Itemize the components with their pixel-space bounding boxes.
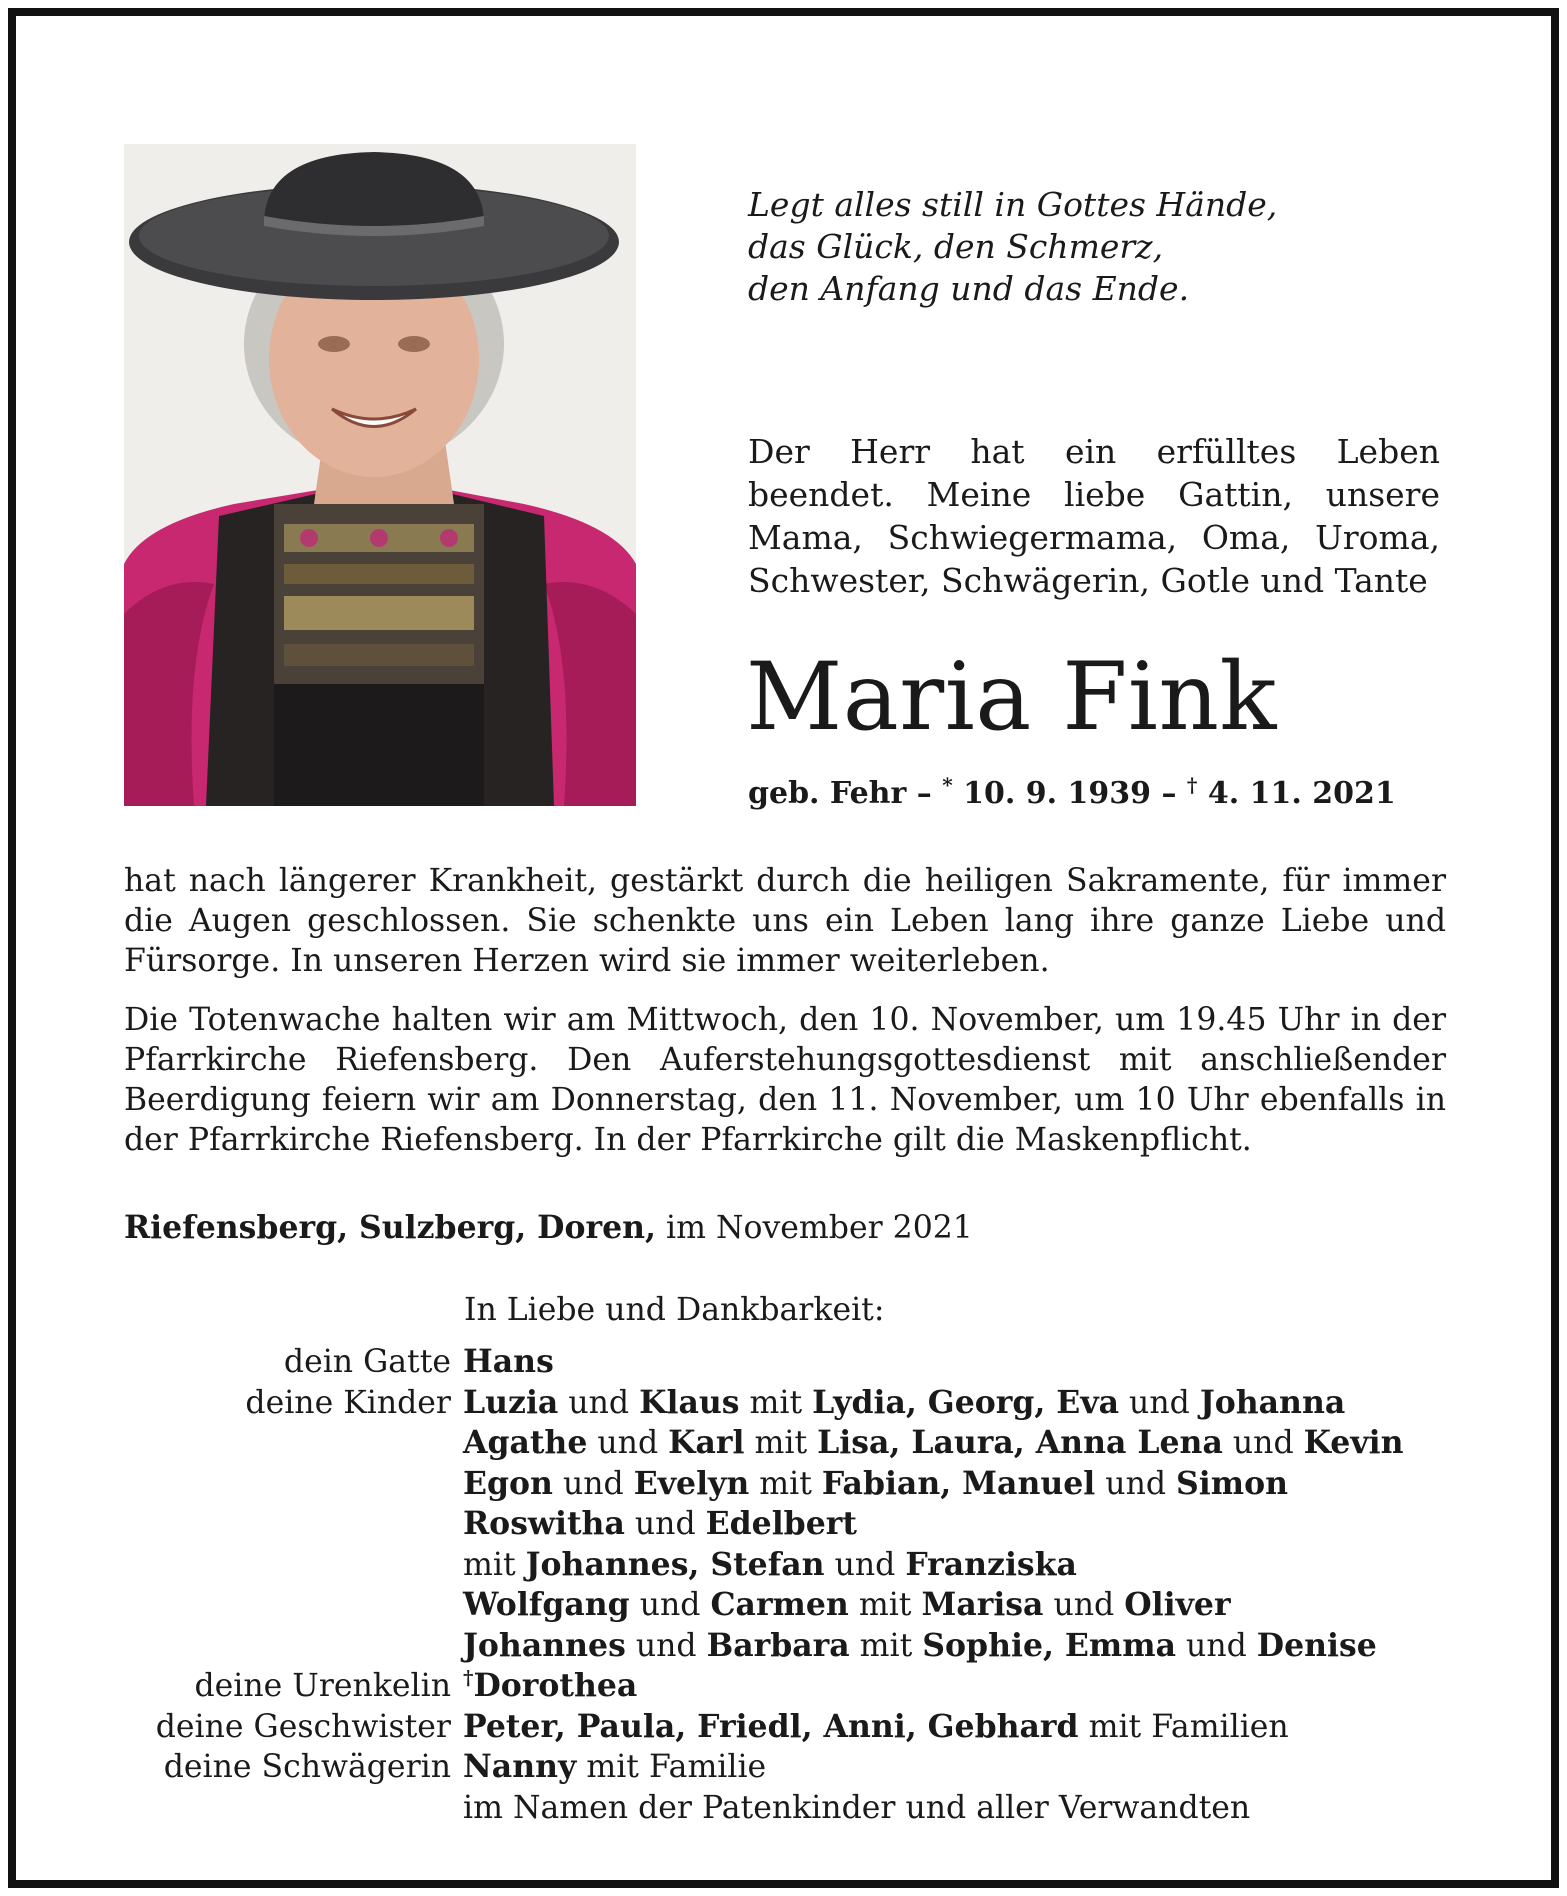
family-connector-text: mit bbox=[463, 1546, 526, 1583]
family-relation-label bbox=[124, 1504, 463, 1545]
family-members bbox=[463, 1464, 1464, 1505]
family-connector-text: mit Familien bbox=[1078, 1708, 1289, 1745]
family-list bbox=[124, 1342, 1464, 1828]
family-member-name: Evelyn bbox=[633, 1464, 750, 1502]
family-relation-label: deine Schwägerin bbox=[163, 1749, 451, 1785]
family-row bbox=[124, 1342, 1464, 1383]
family-members bbox=[463, 1585, 1464, 1626]
funeral-details-paragraph: Die Totenwache halten wir am Mittwoch, den 10. November, um 19.45 Uhr in der Pfarrkirche Riefensberg. Den Auferstehungsgottesdienst mit anschließender Beerdigung feiern wir am Donnerstag, den 11. November, um 10 Uhr ebenfalls in der Pfarrkirche Riefensberg. In der Pfarrkirche gilt die Maskenpflicht. bbox=[124, 1002, 1446, 1158]
family-connector-text: mit bbox=[849, 1627, 923, 1664]
family-members bbox=[463, 1747, 1464, 1788]
family-member-name: Johannes, Stefan bbox=[525, 1545, 825, 1583]
family-member-name: Nanny bbox=[463, 1748, 577, 1785]
family-relation-label bbox=[124, 1545, 463, 1586]
family-connector-text: und bbox=[558, 1384, 640, 1421]
family-member-name: Lydia, Georg, Eva bbox=[812, 1383, 1120, 1421]
family-connector-text: mit Familie bbox=[576, 1749, 767, 1785]
family-row bbox=[124, 1666, 1464, 1707]
family-relation-label bbox=[124, 1585, 463, 1626]
family-member-name: Marisa bbox=[921, 1586, 1044, 1623]
family-member-name: Klaus bbox=[639, 1383, 740, 1421]
family-connector-text: mit bbox=[744, 1425, 818, 1461]
family-member-name: Fabian, Manuel bbox=[821, 1464, 1096, 1502]
family-row bbox=[124, 1747, 1464, 1788]
family-member-name: Oliver bbox=[1124, 1586, 1231, 1623]
family-member-name: Wolfgang bbox=[463, 1586, 630, 1623]
family-member-name: Egon bbox=[463, 1464, 553, 1502]
family-row bbox=[124, 1788, 1464, 1829]
obituary-notice bbox=[8, 8, 1559, 1888]
motto-line: den Anfang und das Ende. bbox=[748, 269, 1190, 308]
family-connector-text: und bbox=[624, 1506, 706, 1542]
family-member-name: Peter, Paula, Friedl, Anni, Gebhard bbox=[463, 1707, 1079, 1745]
birth-name: geb. Fehr bbox=[748, 776, 907, 811]
family-relation-label: deine Kinder bbox=[245, 1384, 451, 1421]
family-connector-text: mit bbox=[749, 1465, 822, 1502]
family-relation-label bbox=[124, 1464, 463, 1505]
family-connector-text: und bbox=[1095, 1465, 1177, 1502]
family-member-name: Franziska bbox=[905, 1545, 1077, 1583]
family-connector-text: und bbox=[552, 1465, 634, 1502]
family-connector-text: und bbox=[1119, 1384, 1200, 1421]
motto-verse bbox=[748, 184, 1277, 310]
family-row bbox=[124, 1423, 1464, 1464]
death-date: 4. 11. 2021 bbox=[1207, 776, 1396, 811]
family-row bbox=[124, 1464, 1464, 1505]
intro-text: Der Herr hat ein erfülltes Leben beendet. Meine liebe Gattin, unsere Mama, Schwiegermama, Oma, Uroma, Schwester, Schwägerin, Gotle und Tante bbox=[748, 432, 1440, 600]
family-row bbox=[124, 1504, 1464, 1545]
deceased-name: Maria Fink bbox=[746, 643, 1277, 752]
family-row bbox=[124, 1626, 1464, 1667]
family-member-name: Carmen bbox=[710, 1586, 849, 1623]
family-connector-text: und bbox=[629, 1587, 711, 1623]
birth-symbol: * bbox=[942, 773, 953, 797]
family-relation-label bbox=[124, 1423, 463, 1464]
family-connector-text: mit bbox=[739, 1384, 813, 1421]
body-paragraph: hat nach längerer Krankheit, gestärkt durch die heiligen Sakramente, für immer die Augen geschlossen. Sie schenkte uns ein Leben lang ihre ganze Liebe und Fürsorge. In unseren Herzen wird sie immer weiterleben. bbox=[124, 863, 1446, 979]
family-member-name: Johanna bbox=[1199, 1383, 1346, 1421]
family-member-name: Kevin bbox=[1303, 1424, 1404, 1461]
family-members bbox=[463, 1383, 1464, 1424]
family-row bbox=[124, 1383, 1464, 1424]
family-member-name: Lisa, Laura, Anna Lena bbox=[817, 1424, 1223, 1461]
family-member-name: Agathe bbox=[463, 1424, 588, 1461]
family-member-name: Hans bbox=[463, 1343, 554, 1380]
family-members bbox=[463, 1626, 1464, 1667]
family-member-name: Simon bbox=[1176, 1464, 1289, 1502]
life-dates: geb. Fehr – * 10. 9. 1939 – † 4. 11. 2021 bbox=[748, 773, 1396, 811]
family-connector-text: mit bbox=[848, 1587, 922, 1623]
notice-date: im November 2021 bbox=[666, 1210, 973, 1246]
portrait-photo bbox=[124, 144, 636, 806]
family-members bbox=[463, 1707, 1464, 1748]
family-relation-label: deine Geschwister bbox=[155, 1708, 451, 1745]
family-row bbox=[124, 1545, 1464, 1586]
motto-line: das Glück, den Schmerz, bbox=[748, 227, 1164, 266]
motto-line: Legt alles still in Gottes Hände, bbox=[748, 185, 1278, 224]
family-heading: In Liebe und Dankbarkeit: bbox=[464, 1292, 885, 1328]
family-members bbox=[463, 1788, 1464, 1829]
family-member-name: Roswitha bbox=[463, 1505, 625, 1542]
birth-date: 10. 9. 1939 bbox=[963, 776, 1152, 811]
family-relation-label bbox=[124, 1626, 463, 1667]
family-row bbox=[124, 1585, 1464, 1626]
towns: Riefensberg, Sulzberg, Doren, bbox=[124, 1209, 656, 1246]
family-member-name: Barbara bbox=[706, 1626, 850, 1664]
family-connector-text: und bbox=[1043, 1587, 1125, 1623]
death-symbol: † bbox=[1186, 773, 1198, 797]
family-connector-text: und bbox=[1176, 1627, 1257, 1664]
family-members bbox=[463, 1423, 1464, 1464]
family-connector-text: und bbox=[1222, 1425, 1304, 1461]
family-members bbox=[463, 1545, 1464, 1586]
family-member-name: Luzia bbox=[463, 1383, 559, 1421]
family-member-name: Dorothea bbox=[473, 1667, 638, 1704]
family-relation-label: deine Urenkelin bbox=[194, 1668, 451, 1704]
family-relation-label: dein Gatte bbox=[283, 1344, 451, 1380]
deceased-cross: † bbox=[463, 1665, 474, 1690]
family-member-name: Johannes bbox=[463, 1626, 626, 1664]
family-member-name: Karl bbox=[668, 1424, 745, 1461]
family-member-name: Edelbert bbox=[705, 1505, 857, 1542]
family-member-name: Denise bbox=[1256, 1626, 1377, 1664]
family-members bbox=[463, 1342, 1464, 1383]
family-connector-text: und bbox=[824, 1546, 906, 1583]
family-members bbox=[463, 1504, 1464, 1545]
family-member-name: Sophie, Emma bbox=[922, 1626, 1177, 1664]
place-and-date bbox=[124, 1208, 973, 1248]
family-connector-text: und bbox=[587, 1425, 669, 1461]
family-members bbox=[463, 1666, 1464, 1707]
family-relation-label bbox=[124, 1788, 463, 1829]
family-connector-text: im Namen der Patenkinder und aller Verwandten bbox=[463, 1789, 1251, 1826]
family-connector-text: und bbox=[625, 1627, 707, 1664]
family-row bbox=[124, 1707, 1464, 1748]
